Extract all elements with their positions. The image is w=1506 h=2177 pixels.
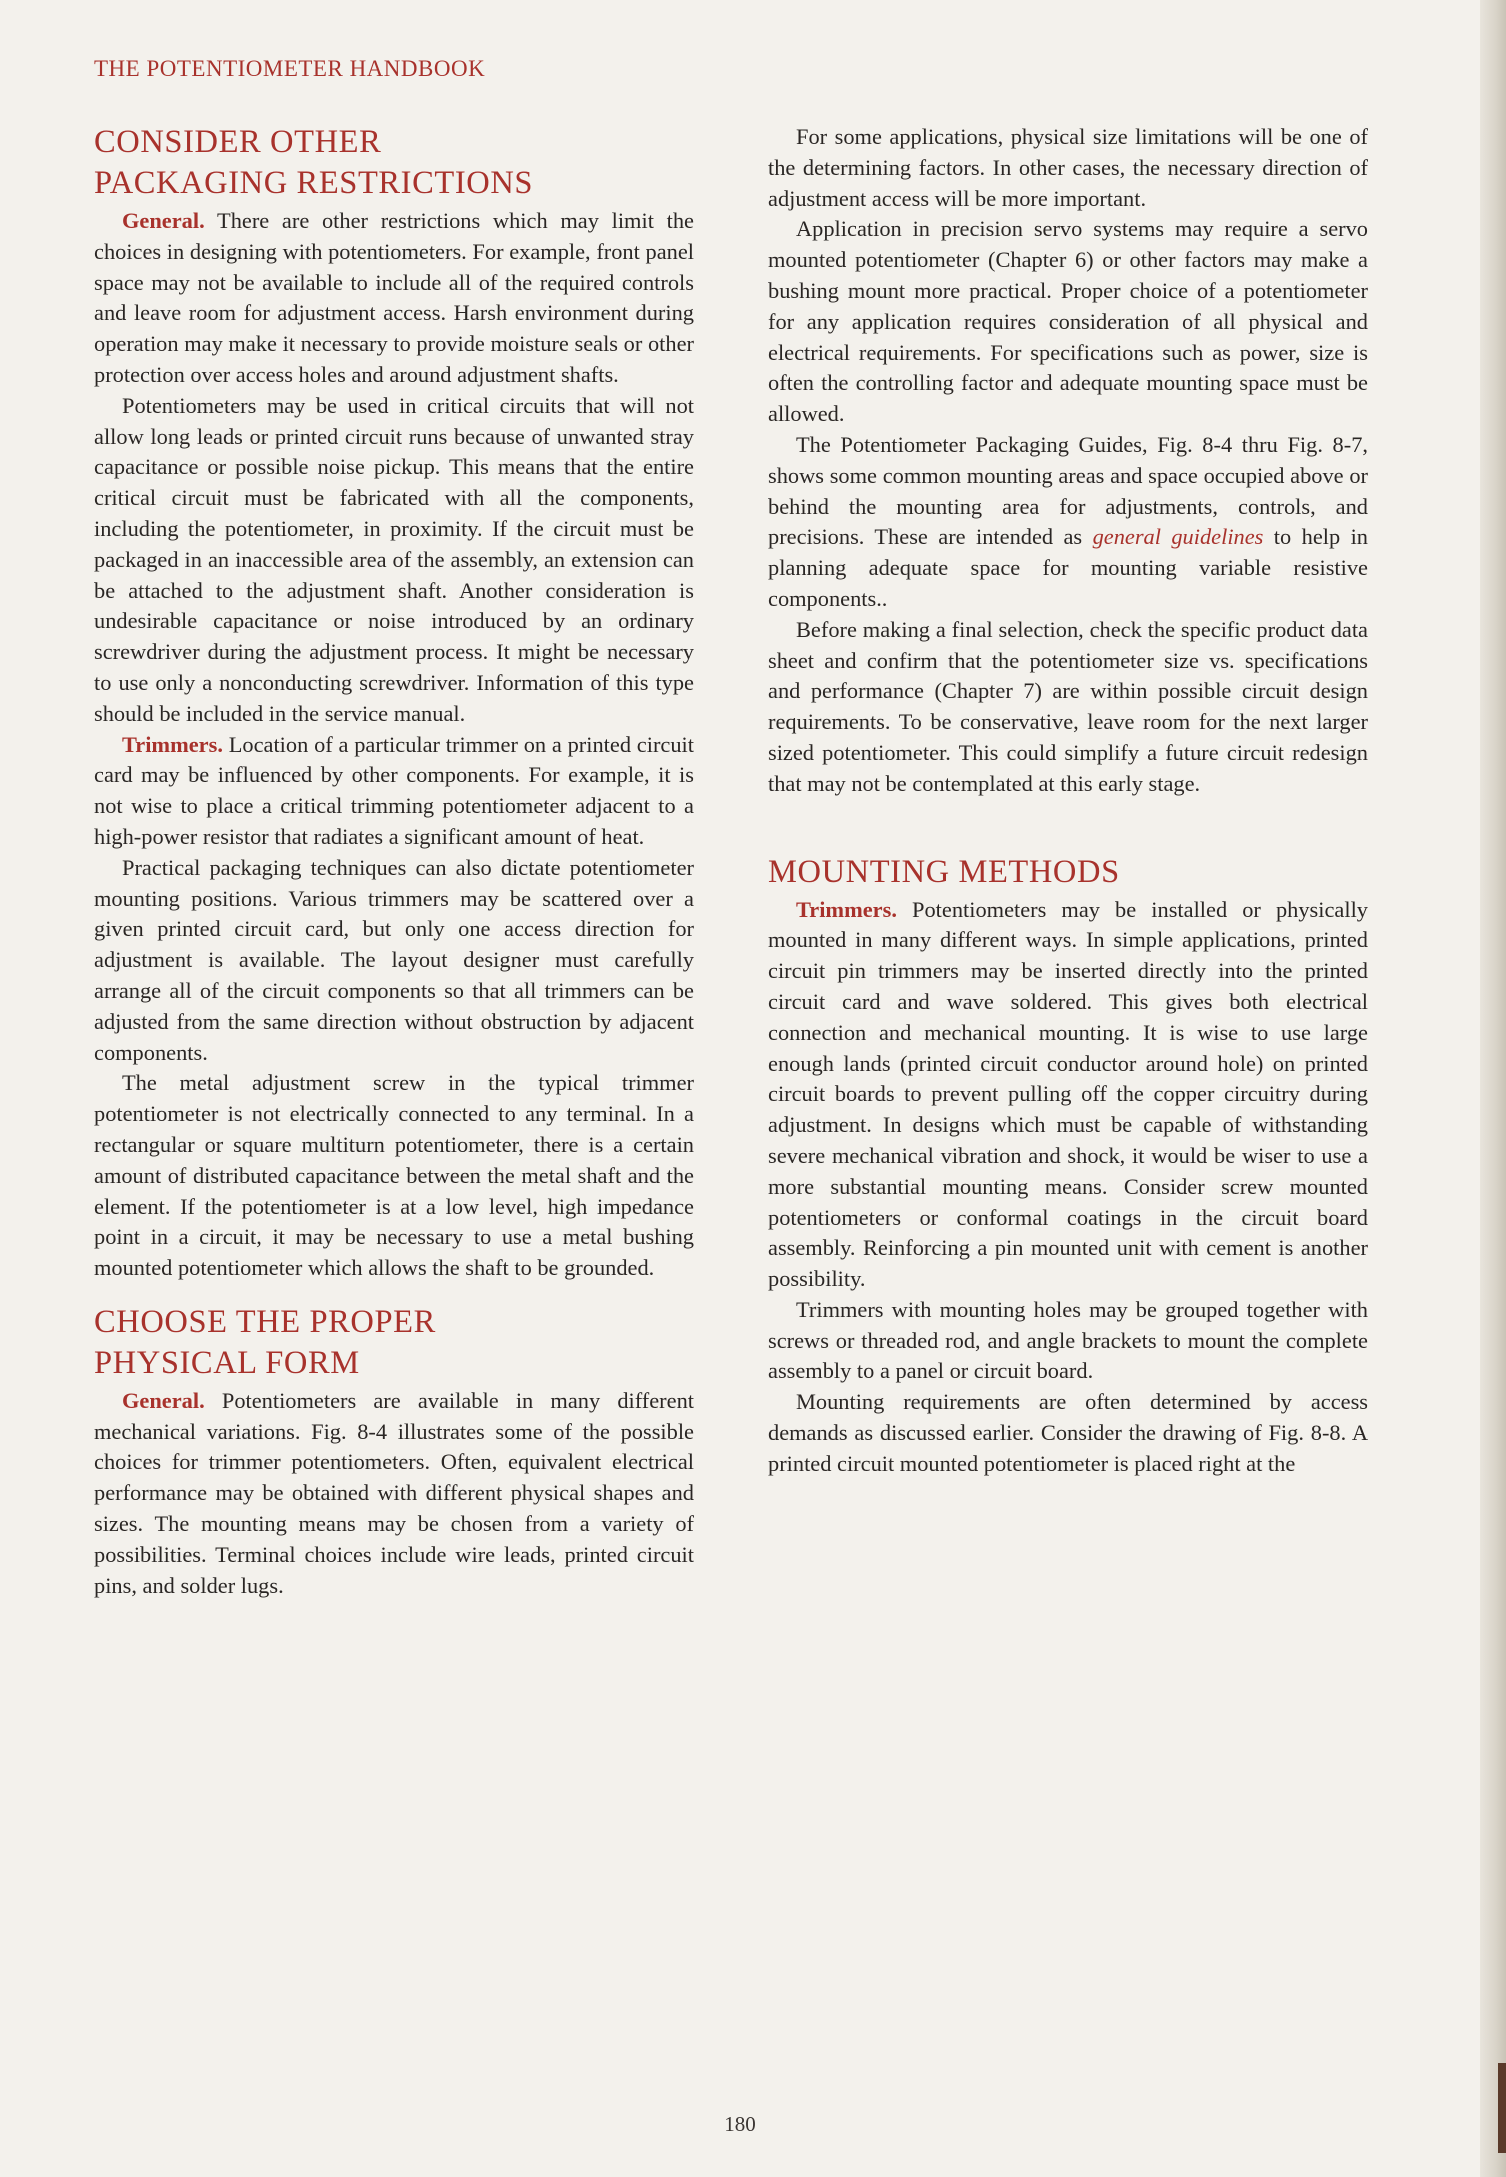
- section-heading-physical-form: [94, 1302, 694, 1384]
- paragraph: Potentiometers may be used in critical circuits that will not allow long leads or printed circuit runs because of unwanted stray capacitance or possible noise pickup. This means that the entire critical circuit must be fabricated with all the components, including the potentiometer, in proximity. If the circuit must be packaged in an inaccessible area of the assembly, an extension can be attached to the adjustment shaft. Another consideration is undesirable capacitance or noise introduced by an ordinary screwdriver during the adjustment process. It might be necessary to use only a nonconducting screwdriver. Information of this type should be included in the service manual.: [94, 392, 694, 726]
- paragraph: [768, 430, 1368, 615]
- running-head: THE POTENTIOMETER HANDBOOK: [94, 56, 486, 81]
- heading-line-2: PHYSICAL FORM: [94, 1344, 360, 1381]
- paragraph-text: Location of a particular trimmer on a printed circuit card may be influenced by other components. For example, it is not wise to place a critical trimming potentiometer adjacent to a high-power resistor that radiates a significant amount of heat.: [94, 731, 694, 849]
- run-in-heading: Trimmers.: [122, 731, 223, 757]
- run-in-heading: Trimmers.: [796, 896, 897, 922]
- paragraph: [768, 895, 1368, 1295]
- paragraph-text: to help in planning adequate space for mounting variable resistive components..: [768, 524, 1369, 611]
- paragraph: Before making a final selection, check the specific product data sheet and confirm that the potentiometer size vs. specifications and performance (Chapter 7) are within possible circuit design requirements. To be conservative, leave room for the next larger sized potentiometer. This could simplify a future circuit redesign that may not be contemplated at this early stage.: [768, 616, 1368, 796]
- paragraph: Application in precision servo systems may require a servo mounted potentiometer (Chapter 6) or other factors may make a bushing mount more practical. Proper choice of a potentiometer for any application requires consideration of all physical and electrical requirements. For specifications such as power, size is often the controlling factor and adequate mounting space must be allowed.: [768, 216, 1368, 427]
- left-column: [94, 122, 694, 1601]
- section-heading-packaging: [94, 122, 694, 204]
- section-heading-mounting: MOUNTING METHODS: [768, 853, 1120, 890]
- paragraph: For some applications, physical size limitations will be one of the determining factors. In other cases, the necessary direction of adjustment access will be more important.: [768, 124, 1368, 211]
- run-in-heading: General.: [122, 208, 205, 233]
- heading-line-1: CONSIDER OTHER: [94, 124, 382, 160]
- paragraph-text: Potentiometers are available in many different mechanical variations. Fig. 8-4 illustrates some of the possible choices for trimmer potentiometers. Often, equivalent electrical performance may be obtained with different physical shapes and sizes. The mounting means may be chosen from a variety of possibilities. Terminal choices include wire leads, printed circuit pins, and solder lugs.: [94, 1387, 694, 1598]
- paragraph-text: The Potentiometer Packaging Guides, Fig. 8-4 thru Fig. 8-7, shows some common mounting areas and space occupied above or behind the mounting area for adjustments, controls, and precisions. These are intended as: [768, 431, 1368, 550]
- heading-line-2: PACKAGING RESTRICTIONS: [94, 165, 534, 201]
- paragraph: Mounting requirements are often determined by access demands as discussed earlier. Consider the drawing of Fig. 8-8. A printed circuit mounted potentiometer is placed right at the: [768, 1389, 1368, 1476]
- heading-line-1: CHOOSE THE PROPER: [94, 1303, 436, 1340]
- paragraph: Trimmers with mounting holes may be grouped together with screws or threaded rod, and angle brackets to mount the complete assembly to a panel or circuit board.: [768, 1296, 1368, 1384]
- right-column: [768, 122, 1368, 1480]
- paragraph: [94, 1386, 694, 1602]
- paragraph: Practical packaging techniques can also dictate potentiometer mounting positions. Various trimmers may be scattered over a given printed circuit card, but only one access direction for adjustment is available. The layout designer must carefully arrange all of the circuit components so that all trimmers can be adjusted from the same direction without obstruction by adjacent components.: [94, 854, 694, 1065]
- run-in-heading: General.: [122, 1387, 205, 1413]
- page-edge: [1480, 0, 1506, 2177]
- paragraph: [94, 206, 694, 391]
- paragraph-text: There are other restrictions which may limit the choices in designing with potentiometers. For example, front panel space may not be available to include all of the required controls and leave room for adjustment access. Harsh environment during operation may make it necessary to provide moisture seals or other protection over access holes and around adjustment shafts.: [94, 208, 694, 387]
- paragraph-text: Potentiometers may be installed or physically mounted in many different ways. In simple applications, printed circuit pin trimmers may be inserted directly into the printed circuit card and wave soldered. This gives both electrical connection and mechanical mounting. It is wise to use large enough lands (printed circuit conductor around hole) on printed circuit boards to prevent pulling off the copper circuitry during adjustment. In designs which must be capable of withstanding severe mechanical vibration and shock, it would be wiser to use a more substantial mounting means. Consider screw mounted potentiometers or conformal coatings in the circuit board assembly. Reinforcing a pin mounted unit with cement is another possibility.: [768, 896, 1368, 1292]
- page-number: 180: [724, 2112, 756, 2136]
- paragraph: The metal adjustment screw in the typical trimmer potentiometer is not electrically connected to any terminal. In a rectangular or square multiturn potentiometer, there is a certain amount of distributed capacitance between the metal shaft and the element. If the potentiometer is at a low level, high impedance point in a circuit, it may be necessary to use a metal bushing mounted potentiometer which allows the shaft to be grounded.: [94, 1070, 694, 1281]
- paragraph: [94, 730, 694, 853]
- page-edge-mark: [1498, 2063, 1506, 2153]
- emphasis-text: general guidelines: [1092, 524, 1264, 550]
